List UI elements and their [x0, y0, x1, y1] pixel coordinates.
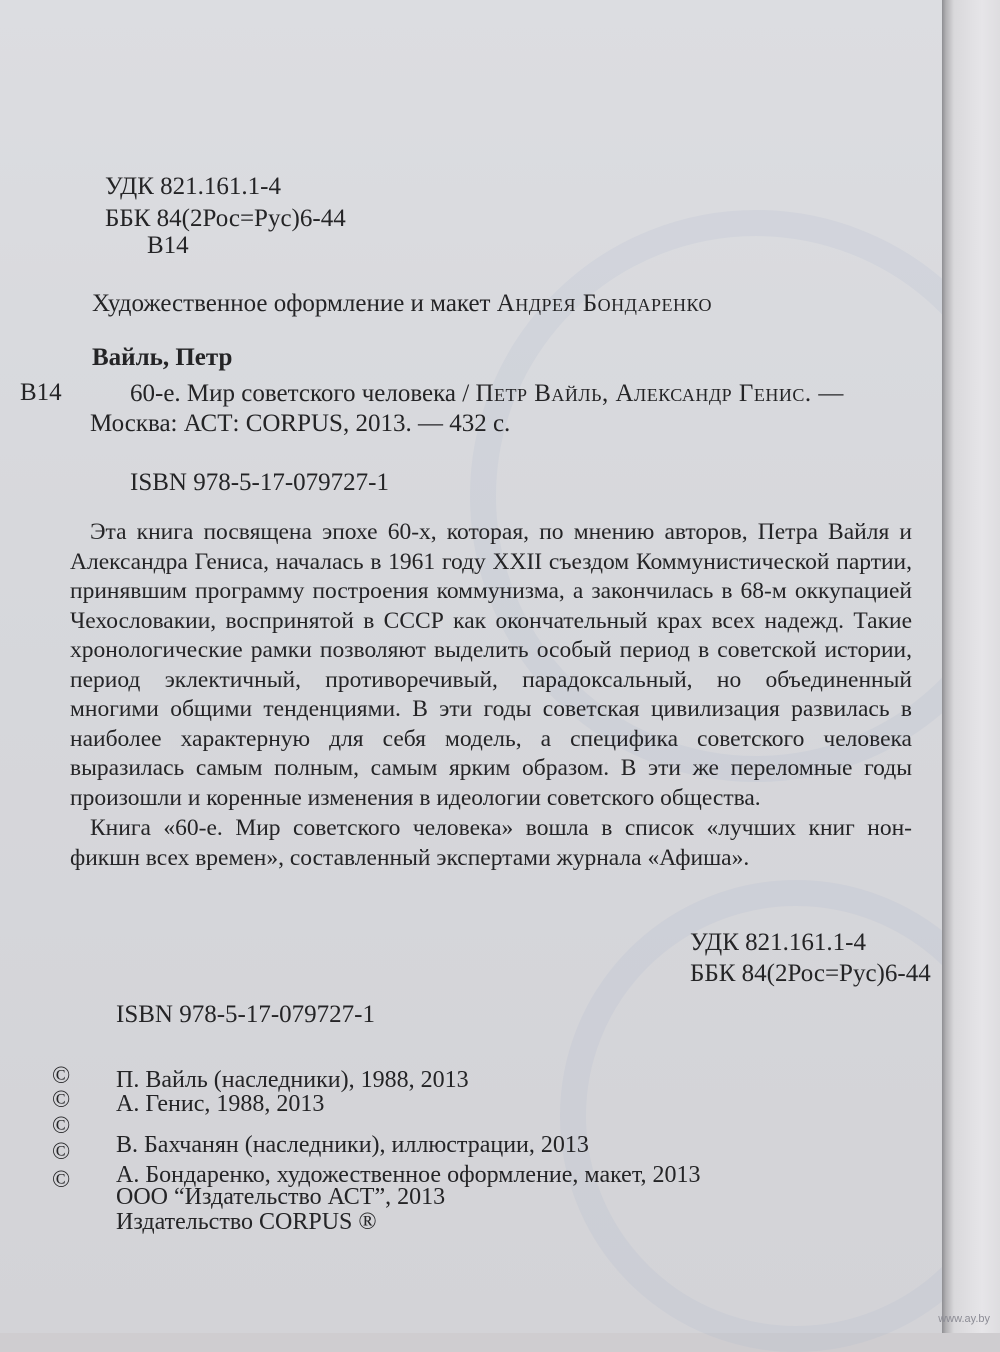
catalog-code: В14: [20, 379, 62, 406]
catalog-isbn: ISBN 978-5-17-079727-1: [130, 469, 390, 496]
copyright-line: В. Бахчанян (наследники), иллюстрации, 2013: [116, 1132, 589, 1158]
annotation-paragraph: Эта книга посвящена эпохе 60-х, которая, по мнению авторов, Петра Вайля и Александра Гениса, началась в 1961 году XXII съездом Коммунистической партии, принявшим программу построения коммунизма, а закончилась в 68-м оккупацией Чехословакии, воспринятой в СССР как окончательный крах всех надежд. Такие хронологические рамки позволяют выделить особый период в советской истории, период эклектичный, противоречивый, парадоксальный, но объединенный многими общими тенденциями. В эти годы советская цивилизация развилась в наиболее характерную для себя модель, а специфика советского человека выразилась самым полным, самым ярким образом. В эти же переломные годы произошли и коренные изменения в идеологии советского общества.: [70, 519, 912, 811]
copyright-symbol: ©: [52, 1167, 71, 1193]
copyright-line: А. Бондаренко, художественное оформление, макет, 2013: [116, 1162, 701, 1188]
publisher-line: Издательство CORPUS ®: [116, 1209, 377, 1235]
bbk-classification: ББК 84(2Рос=Рус)6-44: [690, 960, 931, 987]
book-title: 60-е. Мир советского человека /: [130, 380, 470, 407]
book-gutter: [942, 0, 1000, 1333]
copyright-symbol: ©: [52, 1113, 71, 1139]
annotation: [70, 518, 912, 873]
copyright-line: А. Генис, 1988, 2013: [116, 1091, 325, 1117]
author-code: В14: [147, 232, 189, 259]
copyright-symbol: ©: [52, 1063, 71, 1089]
design-credit-text: Художественное оформление и макет: [92, 290, 491, 317]
copyright-symbol: ©: [52, 1087, 71, 1113]
catalog-imprint: Москва: АСТ: CORPUS, 2013. — 432 с.: [90, 410, 511, 437]
isbn-bottom: ISBN 978-5-17-079727-1: [116, 1001, 376, 1028]
copyright-symbol: ©: [52, 1139, 71, 1165]
copyright-line: П. Вайль (наследники), 1988, 2013: [116, 1067, 469, 1093]
bbk-header: ББК 84(2Рос=Рус)6-44: [105, 205, 346, 232]
designer-name: Андрея Бондаренко: [496, 290, 713, 317]
copyright-line: ООО “Издательство АСТ”, 2013: [116, 1184, 446, 1210]
site-watermark: www.ay.by: [938, 1313, 990, 1325]
catalog-title-line: [130, 381, 844, 406]
udk-classification: УДК 821.161.1-4: [690, 929, 866, 956]
udk-header: УДК 821.161.1-4: [105, 173, 281, 200]
annotation-paragraph: Книга «60-е. Мир советского человека» вошла в список «лучших книг нон-фикшн всех времен», составленный экспертами журнала «Афиша».: [70, 815, 912, 871]
design-credit: [92, 291, 712, 316]
catalog-author: Вайль, Петр: [92, 344, 233, 371]
book-authors: Петр Вайль, Александр Генис. —: [475, 380, 844, 407]
